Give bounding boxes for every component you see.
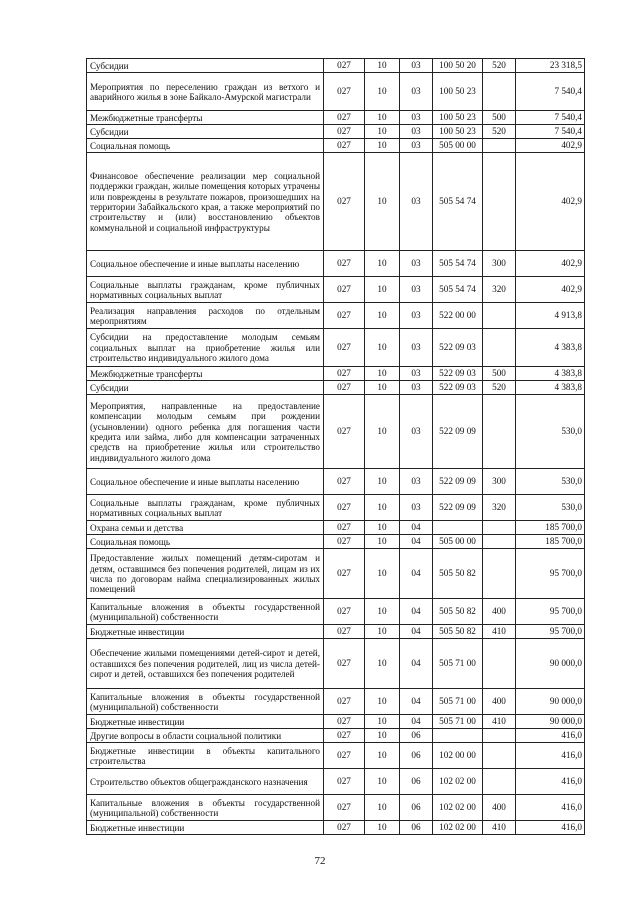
table-row — [87, 111, 585, 125]
row-subsection-code: 03 — [400, 469, 433, 495]
row-amount: 185 700,0 — [516, 535, 585, 549]
row-admin-code: 027 — [324, 367, 365, 381]
row-target-article: 102 00 00 — [433, 743, 483, 769]
row-amount: 7 540,4 — [516, 73, 585, 111]
row-name: Капитальные вложения в объекты государственной (муниципальной) собственности — [87, 599, 324, 625]
row-target-article: 522 09 09 — [433, 395, 483, 469]
table-row — [87, 153, 585, 251]
row-admin-code: 027 — [324, 59, 365, 73]
row-subsection-code: 04 — [400, 535, 433, 549]
row-target-article — [433, 521, 483, 535]
row-admin-code: 027 — [324, 395, 365, 469]
row-expense-type: 520 — [483, 59, 516, 73]
row-amount: 95 700,0 — [516, 599, 585, 625]
row-admin-code: 027 — [324, 329, 365, 367]
row-target-article: 505 50 82 — [433, 599, 483, 625]
row-section-code: 10 — [365, 59, 400, 73]
row-expense-type: 320 — [483, 277, 516, 303]
row-name: Обеспечение жилыми помещениями детей-сирот и детей, оставшихся без попечения родителей, лиц из числа детей-сирот и детей, оставшихся без попечения родителей — [87, 639, 324, 689]
table-row — [87, 729, 585, 743]
table-row — [87, 715, 585, 729]
row-target-article: 102 02 00 — [433, 769, 483, 795]
row-target-article: 102 02 00 — [433, 821, 483, 835]
row-name: Субсидии — [87, 381, 324, 395]
page-number: 72 — [314, 855, 326, 867]
table-row — [87, 549, 585, 599]
table-row — [87, 125, 585, 139]
row-subsection-code: 06 — [400, 743, 433, 769]
row-amount: 90 000,0 — [516, 715, 585, 729]
row-target-article — [433, 729, 483, 743]
table-row — [87, 59, 585, 73]
row-subsection-code: 04 — [400, 689, 433, 715]
row-admin-code: 027 — [324, 599, 365, 625]
row-subsection-code: 04 — [400, 549, 433, 599]
row-section-code: 10 — [365, 153, 400, 251]
row-section-code: 10 — [365, 381, 400, 395]
row-subsection-code: 03 — [400, 495, 433, 521]
row-admin-code: 027 — [324, 535, 365, 549]
row-subsection-code: 06 — [400, 769, 433, 795]
row-amount: 4 383,8 — [516, 367, 585, 381]
row-admin-code: 027 — [324, 139, 365, 153]
row-subsection-code: 03 — [400, 367, 433, 381]
row-name: Охрана семьи и детства — [87, 521, 324, 535]
row-subsection-code: 03 — [400, 381, 433, 395]
row-amount: 95 700,0 — [516, 625, 585, 639]
row-target-article: 102 02 00 — [433, 795, 483, 821]
row-target-article: 522 09 09 — [433, 469, 483, 495]
row-section-code: 10 — [365, 251, 400, 277]
row-section-code: 10 — [365, 625, 400, 639]
row-expense-type — [483, 743, 516, 769]
row-admin-code: 027 — [324, 153, 365, 251]
row-target-article: 505 54 74 — [433, 277, 483, 303]
row-expense-type: 410 — [483, 821, 516, 835]
row-amount: 7 540,4 — [516, 125, 585, 139]
row-target-article: 522 09 03 — [433, 367, 483, 381]
row-name: Социальные выплаты гражданам, кроме публичных нормативных социальных выплат — [87, 277, 324, 303]
row-amount: 416,0 — [516, 821, 585, 835]
row-admin-code: 027 — [324, 125, 365, 139]
row-subsection-code: 03 — [400, 73, 433, 111]
row-amount: 416,0 — [516, 743, 585, 769]
row-amount: 7 540,4 — [516, 111, 585, 125]
row-expense-type: 400 — [483, 599, 516, 625]
table-row — [87, 73, 585, 111]
row-amount: 4 383,8 — [516, 329, 585, 367]
row-name: Реализация направления расходов по отдельным мероприятиям — [87, 303, 324, 329]
row-admin-code: 027 — [324, 521, 365, 535]
row-section-code: 10 — [365, 125, 400, 139]
budget-table — [86, 58, 585, 835]
row-section-code: 10 — [365, 139, 400, 153]
row-admin-code: 027 — [324, 469, 365, 495]
row-target-article: 505 00 00 — [433, 139, 483, 153]
row-name: Субсидии — [87, 59, 324, 73]
row-amount: 90 000,0 — [516, 689, 585, 715]
row-subsection-code: 03 — [400, 303, 433, 329]
row-admin-code: 027 — [324, 639, 365, 689]
row-amount: 402,9 — [516, 277, 585, 303]
row-subsection-code: 03 — [400, 251, 433, 277]
row-admin-code: 027 — [324, 495, 365, 521]
row-section-code: 10 — [365, 549, 400, 599]
row-name: Социальная помощь — [87, 139, 324, 153]
row-admin-code: 027 — [324, 111, 365, 125]
row-admin-code: 027 — [324, 277, 365, 303]
row-target-article: 505 00 00 — [433, 535, 483, 549]
row-name: Капитальные вложения в объекты государственной (муниципальной) собственности — [87, 689, 324, 715]
row-expense-type — [483, 73, 516, 111]
row-subsection-code: 03 — [400, 153, 433, 251]
table-row — [87, 303, 585, 329]
row-expense-type — [483, 329, 516, 367]
row-subsection-code: 03 — [400, 329, 433, 367]
row-target-article: 522 09 03 — [433, 381, 483, 395]
row-subsection-code: 03 — [400, 125, 433, 139]
table-row — [87, 495, 585, 521]
row-section-code: 10 — [365, 303, 400, 329]
row-section-code: 10 — [365, 469, 400, 495]
row-section-code: 10 — [365, 277, 400, 303]
row-section-code: 10 — [365, 495, 400, 521]
row-target-article: 505 71 00 — [433, 689, 483, 715]
row-admin-code: 027 — [324, 549, 365, 599]
row-target-article: 505 71 00 — [433, 639, 483, 689]
row-expense-type: 300 — [483, 251, 516, 277]
row-amount: 416,0 — [516, 729, 585, 743]
row-target-article: 505 54 74 — [433, 153, 483, 251]
table-body — [87, 59, 585, 835]
row-name: Мероприятия, направленные на предоставление компенсации молодым семьям при рождении (усыновлении) одного ребенка для погашения части кредита или займа, либо для компенсации затраченных средств на приобретение жилья или строительство индивидуального жилого дома — [87, 395, 324, 469]
row-name: Межбюджетные трансферты — [87, 111, 324, 125]
row-admin-code: 027 — [324, 743, 365, 769]
table-row — [87, 251, 585, 277]
table-row — [87, 277, 585, 303]
row-subsection-code: 03 — [400, 395, 433, 469]
row-section-code: 10 — [365, 111, 400, 125]
row-expense-type: 300 — [483, 469, 516, 495]
row-section-code: 10 — [365, 329, 400, 367]
row-admin-code: 027 — [324, 795, 365, 821]
row-expense-type: 520 — [483, 381, 516, 395]
row-subsection-code: 04 — [400, 521, 433, 535]
row-amount: 402,9 — [516, 139, 585, 153]
row-expense-type: 500 — [483, 367, 516, 381]
row-subsection-code: 03 — [400, 277, 433, 303]
row-amount: 185 700,0 — [516, 521, 585, 535]
row-amount: 402,9 — [516, 153, 585, 251]
row-expense-type: 320 — [483, 495, 516, 521]
row-name: Мероприятия по переселению граждан из ветхого и аварийного жилья в зоне Байкало-Амурской магистрали — [87, 73, 324, 111]
row-target-article: 100 50 23 — [433, 73, 483, 111]
row-admin-code: 027 — [324, 769, 365, 795]
row-name: Социальное обеспечение и иные выплаты населению — [87, 251, 324, 277]
row-amount: 90 000,0 — [516, 639, 585, 689]
row-name: Другие вопросы в области социальной политики — [87, 729, 324, 743]
row-expense-type — [483, 395, 516, 469]
table-row — [87, 329, 585, 367]
row-name: Финансовое обеспечение реализации мер социальной поддержки граждан, жилые помещения которых утрачены или повреждены в результате пожаров, произошедших на территории Забайкальского края, а также мероприятий по строительству и (или) восстановлению объектов коммунальной и социальной инфраструктуры — [87, 153, 324, 251]
row-expense-type — [483, 153, 516, 251]
row-name: Строительство объектов общегражданского назначения — [87, 769, 324, 795]
row-amount: 4 913,8 — [516, 303, 585, 329]
row-subsection-code: 04 — [400, 639, 433, 689]
row-name: Социальная помощь — [87, 535, 324, 549]
table-row — [87, 139, 585, 153]
table-row — [87, 625, 585, 639]
row-amount: 530,0 — [516, 495, 585, 521]
row-section-code: 10 — [365, 73, 400, 111]
table-row — [87, 821, 585, 835]
row-target-article: 100 50 20 — [433, 59, 483, 73]
row-admin-code: 027 — [324, 729, 365, 743]
row-expense-type — [483, 729, 516, 743]
row-target-article: 522 00 00 — [433, 303, 483, 329]
table-row — [87, 521, 585, 535]
row-admin-code: 027 — [324, 303, 365, 329]
row-name: Субсидии на предоставление молодым семьям социальных выплат на приобретение жилья или строительство индивидуального жилого дома — [87, 329, 324, 367]
row-subsection-code: 06 — [400, 821, 433, 835]
row-expense-type — [483, 639, 516, 689]
row-expense-type — [483, 521, 516, 535]
row-section-code: 10 — [365, 729, 400, 743]
row-expense-type: 400 — [483, 689, 516, 715]
row-target-article: 505 50 82 — [433, 625, 483, 639]
row-section-code: 10 — [365, 715, 400, 729]
row-expense-type — [483, 549, 516, 599]
row-subsection-code: 06 — [400, 795, 433, 821]
row-name: Бюджетные инвестиции в объекты капитального строительства — [87, 743, 324, 769]
row-admin-code: 027 — [324, 625, 365, 639]
row-subsection-code: 06 — [400, 729, 433, 743]
row-name: Субсидии — [87, 125, 324, 139]
row-section-code: 10 — [365, 795, 400, 821]
table-row — [87, 769, 585, 795]
row-amount: 23 318,5 — [516, 59, 585, 73]
row-name: Социальные выплаты гражданам, кроме публичных нормативных социальных выплат — [87, 495, 324, 521]
table-row — [87, 639, 585, 689]
row-amount: 95 700,0 — [516, 549, 585, 599]
row-amount: 530,0 — [516, 469, 585, 495]
row-admin-code: 027 — [324, 821, 365, 835]
row-admin-code: 027 — [324, 381, 365, 395]
row-target-article: 505 71 00 — [433, 715, 483, 729]
row-expense-type: 520 — [483, 125, 516, 139]
row-expense-type — [483, 769, 516, 795]
row-target-article: 522 09 09 — [433, 495, 483, 521]
row-admin-code: 027 — [324, 715, 365, 729]
row-target-article: 100 50 23 — [433, 111, 483, 125]
row-target-article: 522 09 03 — [433, 329, 483, 367]
row-subsection-code: 04 — [400, 625, 433, 639]
table-row — [87, 469, 585, 495]
row-name: Бюджетные инвестиции — [87, 625, 324, 639]
table-row — [87, 535, 585, 549]
row-name: Социальное обеспечение и иные выплаты населению — [87, 469, 324, 495]
table-row — [87, 381, 585, 395]
row-name: Предоставление жилых помещений детям-сиротам и детям, оставшимся без попечения родителей, лицам из их числа по договорам найма специализированных жилых помещений — [87, 549, 324, 599]
row-name: Капитальные вложения в объекты государственной (муниципальной) собственности — [87, 795, 324, 821]
row-section-code: 10 — [365, 521, 400, 535]
row-expense-type: 500 — [483, 111, 516, 125]
row-expense-type — [483, 535, 516, 549]
row-subsection-code: 04 — [400, 599, 433, 625]
row-section-code: 10 — [365, 689, 400, 715]
budget-table-container — [86, 58, 584, 835]
table-row — [87, 599, 585, 625]
table-row — [87, 689, 585, 715]
row-target-article: 505 50 82 — [433, 549, 483, 599]
row-name: Бюджетные инвестиции — [87, 715, 324, 729]
row-target-article: 505 54 74 — [433, 251, 483, 277]
row-subsection-code: 04 — [400, 715, 433, 729]
row-expense-type: 410 — [483, 715, 516, 729]
row-target-article: 100 50 23 — [433, 125, 483, 139]
row-amount: 4 383,8 — [516, 381, 585, 395]
row-section-code: 10 — [365, 743, 400, 769]
row-subsection-code: 03 — [400, 59, 433, 73]
row-name: Межбюджетные трансферты — [87, 367, 324, 381]
row-admin-code: 027 — [324, 251, 365, 277]
row-amount: 530,0 — [516, 395, 585, 469]
row-amount: 402,9 — [516, 251, 585, 277]
row-expense-type — [483, 303, 516, 329]
table-row — [87, 395, 585, 469]
row-expense-type: 410 — [483, 625, 516, 639]
row-admin-code: 027 — [324, 689, 365, 715]
row-subsection-code: 03 — [400, 111, 433, 125]
row-section-code: 10 — [365, 639, 400, 689]
row-section-code: 10 — [365, 367, 400, 381]
row-section-code: 10 — [365, 821, 400, 835]
row-amount: 416,0 — [516, 795, 585, 821]
row-section-code: 10 — [365, 599, 400, 625]
table-row — [87, 367, 585, 381]
table-row — [87, 795, 585, 821]
row-expense-type: 400 — [483, 795, 516, 821]
row-name: Бюджетные инвестиции — [87, 821, 324, 835]
table-row — [87, 743, 585, 769]
row-subsection-code: 03 — [400, 139, 433, 153]
row-section-code: 10 — [365, 395, 400, 469]
row-admin-code: 027 — [324, 73, 365, 111]
row-section-code: 10 — [365, 769, 400, 795]
row-expense-type — [483, 139, 516, 153]
row-section-code: 10 — [365, 535, 400, 549]
row-amount: 416,0 — [516, 769, 585, 795]
